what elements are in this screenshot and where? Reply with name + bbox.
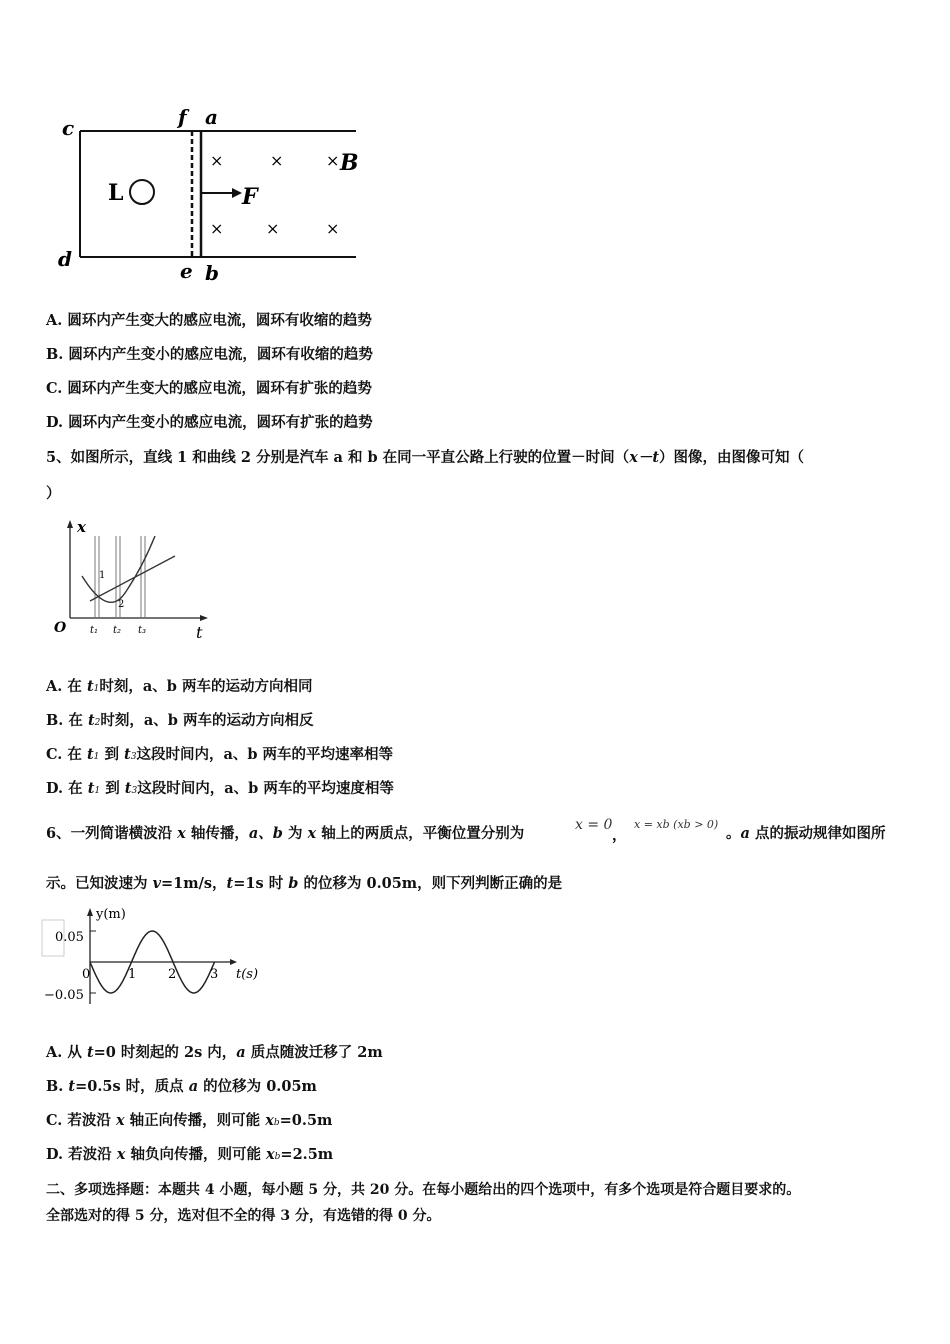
q5-stem: 5、如图所示，直线 1 和曲线 2 分别是汽车 a 和 b 在同一平直公路上行驶的位置－时间（x－t）图像，由图像可知（ [46, 449, 805, 466]
q6-eq1: x = 0 [575, 817, 613, 833]
svg-text:y(m): y(m) [96, 907, 126, 922]
q6-stem-line1: 6、一列简谐横波沿 x 轴传播，a、b 为 x 轴上的两质点，平衡位置分别为 [46, 825, 525, 842]
q5-option-c: C. 在 t1 到 t3这段时间内，a、b 两车的平均速率相等 [46, 746, 394, 763]
q6-option-b: B. t=0.5s 时，质点 a 的位移为 0.05m [46, 1078, 317, 1095]
svg-text:2: 2 [168, 967, 177, 982]
q5-stem-end: ） [46, 485, 61, 502]
q6-stem-line1-end: 。a 点的振动规律如图所 [726, 825, 886, 842]
label-B: B [340, 150, 359, 176]
q5-option-b: B. 在 t2时刻，a、b 两车的运动方向相反 [46, 712, 314, 729]
svg-text:t(s): t(s) [236, 967, 259, 982]
q6-option-a: A. 从 t=0 时刻起的 2s 内，a 质点随波迁移了 2m [46, 1044, 383, 1061]
svg-text:0.05: 0.05 [55, 930, 84, 945]
field-cross: × [326, 151, 340, 170]
label-F: F [242, 184, 258, 210]
label-c: c [62, 116, 75, 140]
svg-text:3: 3 [210, 967, 219, 982]
q5-xt-graph [50, 518, 215, 644]
q6-eq2: x = xb (xb > 0) [634, 818, 719, 831]
ring-l [130, 180, 154, 204]
q4-option-b: B. 圆环内产生变小的感应电流，圆环有收缩的趋势 [46, 346, 373, 363]
svg-text:x: x [77, 518, 86, 536]
q4-option-a: A. 圆环内产生变大的感应电流，圆环有收缩的趋势 [46, 312, 372, 329]
q6-option-c: C. 若波沿 x 轴正向传播，则可能 xb=0.5m [46, 1112, 333, 1129]
label-a: a [205, 105, 218, 129]
field-cross: × [326, 219, 340, 238]
svg-text:O: O [54, 620, 67, 636]
q6-stem-line2: 示。已知波速为 v=1m/s，t=1s 时 b 的位移为 0.05m，则下列判断正确的是 [46, 875, 563, 892]
svg-text:0: 0 [82, 967, 91, 982]
q4-option-d: D. 圆环内产生变小的感应电流，圆环有扩张的趋势 [46, 414, 373, 431]
q6-option-d: D. 若波沿 x 轴负向传播，则可能 xb=2.5m [46, 1146, 334, 1163]
q5-option-d: D. 在 t1 到 t3这段时间内，a、b 两车的平均速度相等 [46, 780, 394, 797]
svg-text:1: 1 [99, 570, 106, 581]
label-L: L [108, 180, 124, 206]
q6-axis-labels [44, 907, 258, 1003]
field-cross: × [270, 151, 284, 170]
svg-text:t₁: t₁ [90, 625, 99, 636]
svg-text:t₃: t₃ [138, 625, 147, 636]
section2-line1: 二、多项选择题：本题共 4 小题，每小题 5 分，共 20 分。在每小题给出的四个选项中，有多个选项是符合题目要求的。 [46, 1182, 801, 1198]
q6-comma: ， [612, 827, 627, 844]
label-d: d [58, 247, 72, 271]
section2-line2: 全部选对的得 5 分，选对但不全的得 3 分，有选错的得 0 分。 [46, 1208, 441, 1224]
field-cross: × [266, 219, 280, 238]
label-f: f [178, 105, 187, 129]
svg-text:t: t [196, 623, 203, 642]
q5-option-a: A. 在 t1时刻，a、b 两车的运动方向相同 [46, 678, 313, 695]
svg-text:−0.05: −0.05 [44, 988, 84, 1003]
q4-option-c: C. 圆环内产生变大的感应电流，圆环有扩张的趋势 [46, 380, 372, 397]
label-b: b [205, 261, 219, 285]
svg-text:2: 2 [118, 599, 125, 610]
label-e: e [180, 259, 193, 283]
field-cross: × [210, 151, 224, 170]
field-cross: × [210, 219, 224, 238]
svg-text:t₂: t₂ [113, 625, 122, 636]
q6-vibration-graph [40, 906, 270, 1010]
q5-curve-2 [82, 536, 155, 602]
circuit-figure [50, 100, 370, 290]
svg-text:1: 1 [128, 967, 137, 982]
